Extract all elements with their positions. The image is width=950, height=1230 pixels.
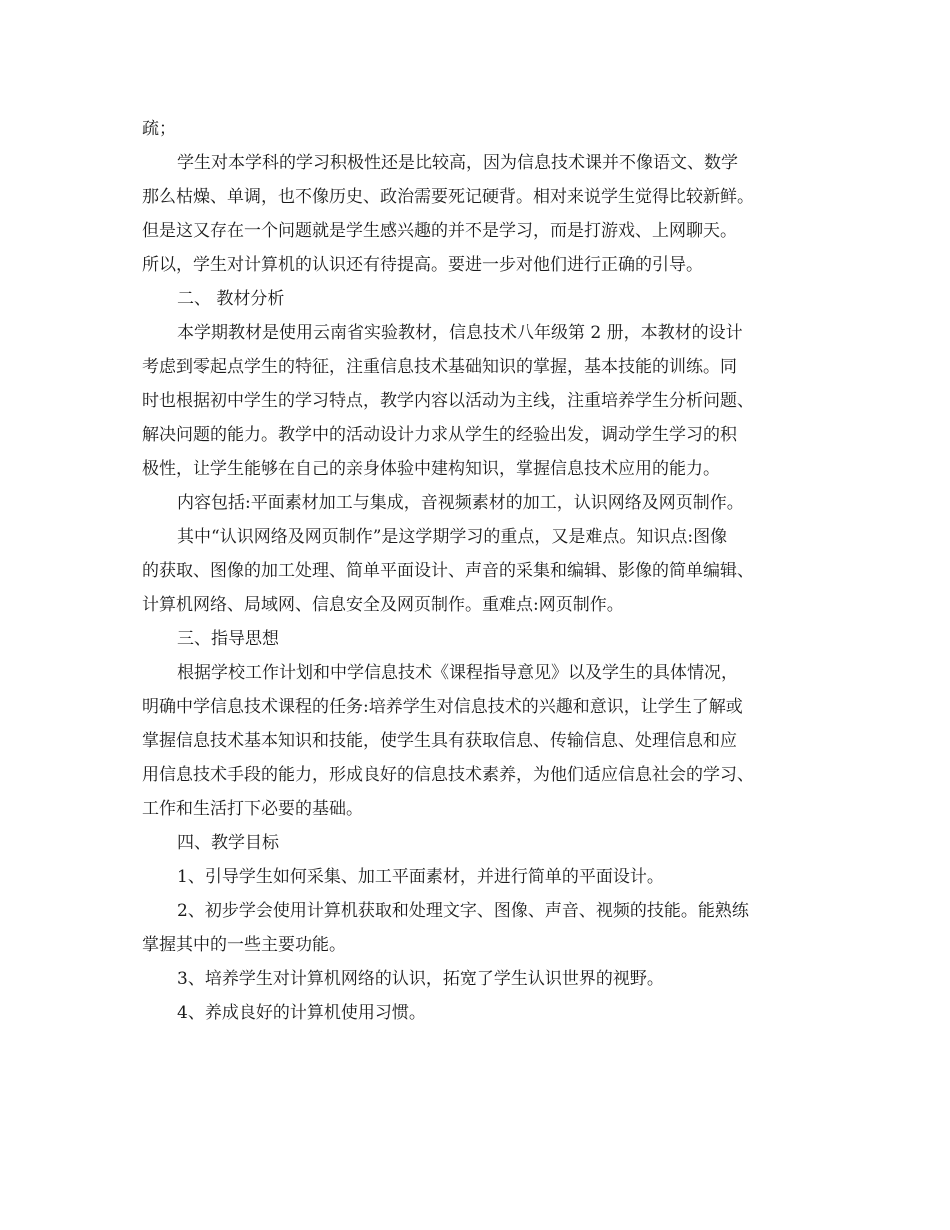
text-line: 本学期教材是使用云南省实验教材，信息技术八年级第 2 册，本教材的设计 (177, 323, 743, 343)
text-line: 根据学校工作计划和中学信息技术《课程指导意见》以及学生的具体情况， (177, 663, 738, 683)
text-line: 学生对本学科的学习积极性还是比较高，因为信息技术课并不像语文、数学 (177, 153, 738, 173)
text-line: 掌握其中的一些主要功能。 (142, 935, 346, 955)
text-line: 考虑到零起点学生的特征，注重信息技术基础知识的掌握，基本技能的训练。同 (142, 357, 737, 377)
text-line: 疏； (142, 119, 176, 139)
document-body (142, 112, 808, 1030)
text-line: 计算机网络、局域网、信息安全及网页制作。重难点:网页制作。 (142, 595, 624, 615)
section-heading: 二、 教材分析 (177, 289, 285, 309)
section-heading: 三、指导思想 (177, 629, 279, 649)
text-line: 时也根据初中学生的学习特点，教学内容以活动为主线，注重培养学生分析问题、 (142, 391, 754, 411)
list-item: 2、初步学会使用计算机获取和处理文字、图像、声音、视频的技能。能熟练 (177, 901, 749, 921)
text-line: 其中“认识网络及网页制作”是这学期学习的重点，又是难点。知识点:图像 (177, 527, 728, 547)
list-item: 1、引导学生如何采集、加工平面素材，并进行简单的平面设计。 (177, 867, 664, 887)
text-line: 用信息技术手段的能力，形成良好的信息技术素养，为他们适应信息社会的学习、 (142, 765, 754, 785)
text-line: 的获取、图像的加工处理、简单平面设计、声音的采集和编辑、影像的简单编辑、 (142, 561, 754, 581)
list-item: 4、养成良好的计算机使用习惯。 (177, 1003, 426, 1023)
list-item: 3、培养学生对计算机网络的认识，拓宽了学生认识世界的视野。 (177, 969, 664, 989)
text-line: 掌握信息技术基本知识和技能，使学生具有获取信息、传输信息、处理信息和应 (142, 731, 737, 751)
text-line: 极性，让学生能够在自己的亲身体验中建构知识，掌握信息技术应用的能力。 (142, 459, 720, 479)
text-line: 工作和生活打下必要的基础。 (142, 799, 363, 819)
text-line: 那么枯燥、单调，也不像历史、政治需要死记硬背。相对来说学生觉得比较新鲜。 (142, 187, 754, 207)
text-line: 内容包括:平面素材加工与集成，音视频素材的加工，认识网络及网页制作。 (177, 493, 744, 513)
text-line: 所以，学生对计算机的认识还有待提高。要进一步对他们进行正确的引导。 (142, 255, 703, 275)
text-line: 解决问题的能力。教学中的活动设计力求从学生的经验出发，调动学生学习的积 (142, 425, 737, 445)
section-heading: 四、教学目标 (177, 833, 279, 853)
text-line: 明确中学信息技术课程的任务:培养学生对信息技术的兴趣和意识，让学生了解或 (142, 697, 743, 717)
text-line: 但是这又存在一个问题就是学生感兴趣的并不是学习，而是打游戏、上网聊天。 (142, 221, 737, 241)
